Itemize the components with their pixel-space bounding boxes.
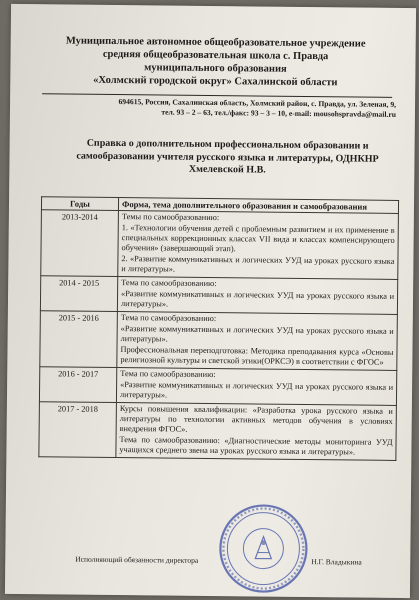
column-header-years: Годы [41, 197, 118, 211]
signature-name: Н.Г. Владыкина [311, 557, 362, 567]
row-paragraph: «Развитие коммуникативных и логических УУД на уроках русского языка и литературы». [120, 324, 394, 344]
row-paragraph: «Развитие коммуникативных и логических УУД на уроках русского языка и литературы». [119, 380, 394, 400]
row-year: 2014 - 2015 [40, 276, 117, 312]
header-line-3: муниципального образования [144, 62, 287, 75]
row-paragraph: 2. «Развитие коммуникативных и логических УУД на уроках русского языка и литературы». [121, 254, 395, 274]
row-year: 2016 - 2017 [39, 367, 116, 403]
column-header-form: Форма, тема дополнительного образования и самообразования [118, 198, 398, 214]
row-paragraph: Тема по самообразованию: [120, 313, 217, 324]
row-content [116, 368, 396, 406]
header-line-4: «Холмский городской округ» Сахалинской области [93, 74, 338, 89]
address-block [46, 96, 396, 120]
school-header [30, 34, 401, 90]
address-line-2: тел. 93 – 2 – 63, тел./факс: 93 – 3 – 10, e-mail: mousohspravda@mail.ru [161, 107, 397, 119]
row-year: 2017 - 2018 [39, 402, 117, 458]
header-line-2: средняя общеобразовательная школа с. Правда [102, 48, 329, 63]
row-paragraph: Профессиональная переподготовка: Методика преподавания курса «Основы религиозной культуры и светской этики(ОРКСЭ) в соответствии с ФГОС» [120, 345, 394, 367]
round-official-seal-icon [217, 502, 310, 595]
table-row [40, 311, 398, 371]
row-paragraph: «Развитие коммуникативных и логических УУД на уроках русского языка и литературы». [120, 289, 395, 309]
row-paragraph: Тема по самообразованию: [121, 278, 217, 289]
document-page [5, 4, 416, 598]
education-table [38, 196, 399, 461]
row-content [118, 211, 399, 280]
title-line-3: Хмелевской Н.В. [188, 163, 266, 176]
row-paragraph: Темы по самообразованию: [121, 212, 220, 223]
table-row [39, 367, 396, 406]
row-paragraph: Курсы повышения квалификации: «Разработка урока русского языка и литературы по технологии активных методов обучения в условиях внедрения ФГОС». [119, 404, 393, 434]
table-row [39, 402, 397, 461]
row-year: 2015 - 2016 [40, 311, 118, 368]
row-paragraph: Тема по самообразованию: [120, 369, 216, 380]
header-line-1: Муниципальное автономное общеобразовательное учреждение [65, 35, 366, 50]
table-row [40, 276, 397, 315]
document-title [57, 137, 397, 178]
signature-role: Исполняющий обязанности директора [75, 554, 199, 565]
row-paragraph: 1. «Технологии обучения детей с проблемным развитием и их применение в специальных коррекционных классах VII вида и классах компенсирующего обучения» (завершающий этап). [121, 223, 395, 254]
row-content [117, 312, 398, 371]
address-line-1: 694615, Россия, Сахалинская область, Холмский район, с. Правда, ул. Зеленая, 9, [118, 97, 397, 109]
row-content [117, 277, 397, 315]
table-row [41, 210, 399, 280]
title-line-2: самообразовании учителя русского языка и литературы, ОДНКНР [76, 150, 379, 165]
row-content [116, 403, 397, 461]
table-body [39, 210, 399, 461]
row-year: 2013-2014 [41, 210, 119, 277]
row-paragraph: Тема по самообразованию: «Диагностические методы мониторинга УУД учащихся среднего звена на уроках русского языка и литературы». [119, 435, 393, 457]
title-line-1: Справка о дополнительном профессиональном образовании и [86, 137, 369, 152]
